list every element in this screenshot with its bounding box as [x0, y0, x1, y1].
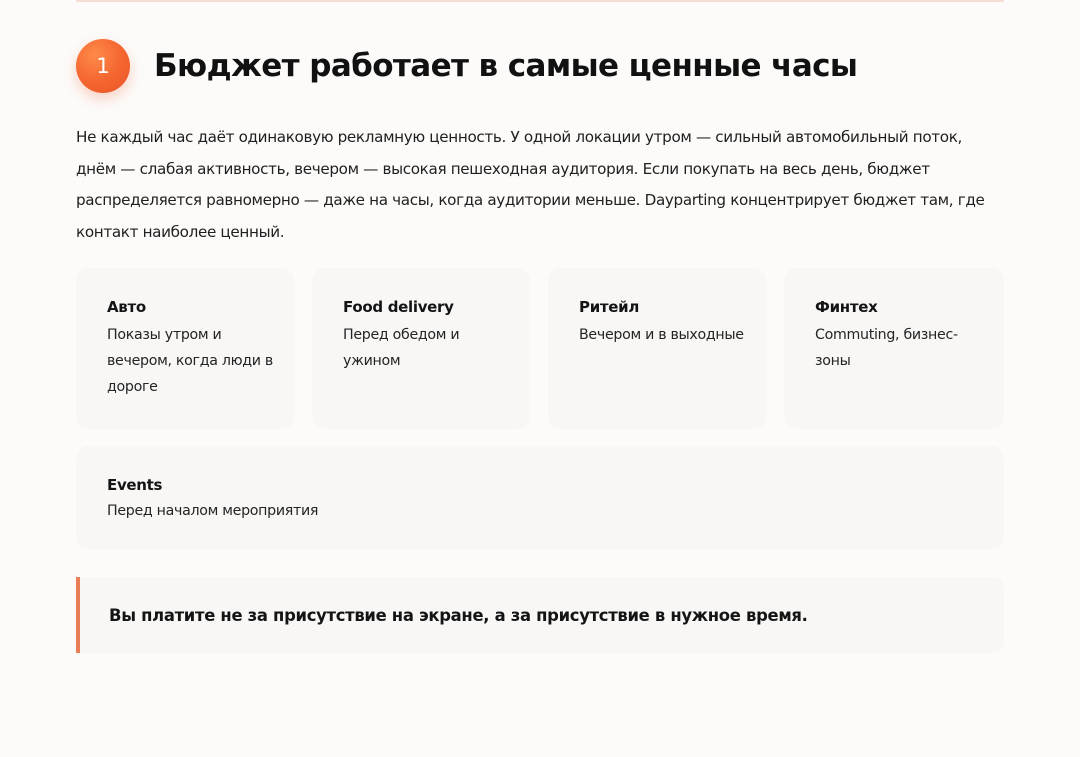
card-title: Events [107, 476, 163, 494]
industry-card-auto [76, 268, 294, 428]
card-title: Авто [107, 298, 146, 316]
card-description: Commuting, бизнес-зоны [815, 327, 958, 369]
card-description: Перед обедом и ужином [343, 327, 460, 369]
card-title: Food delivery [343, 298, 454, 316]
industry-card-events [76, 446, 1004, 548]
intro-paragraph: Не каждый час даёт одинаковую рекламную ценность. У одной локации утром — сильный автомобильный поток, днём — слабая активность, вечером — высокая пешеходная аудитория. Если покупать на весь день, бюджет распределяется равномерно — даже на часы, когда аудитории меньше. Dayparting концентрирует бюджет там, где контакт наиболее ценный. [76, 128, 985, 241]
card-description: Перед началом мероприятия [107, 503, 319, 519]
industry-card-retail [548, 268, 766, 428]
section-header [76, 39, 857, 93]
industry-card-fintech [784, 268, 1004, 428]
callout-text: Вы платите не за присутствие на экране, а за присутствие в нужное время. [109, 605, 808, 625]
card-description: Показы утром и вечером, когда люди в дороге [107, 327, 273, 395]
section-title: Бюджет работает в самые ценные часы [154, 48, 858, 84]
industry-card-food-delivery [312, 268, 530, 428]
card-title: Ритейл [579, 298, 640, 316]
step-number-badge: 1 [76, 39, 130, 93]
top-divider [76, 0, 1004, 2]
card-title: Финтех [815, 298, 878, 316]
card-description: Вечером и в выходные [579, 327, 744, 343]
key-takeaway-callout [76, 577, 1004, 653]
